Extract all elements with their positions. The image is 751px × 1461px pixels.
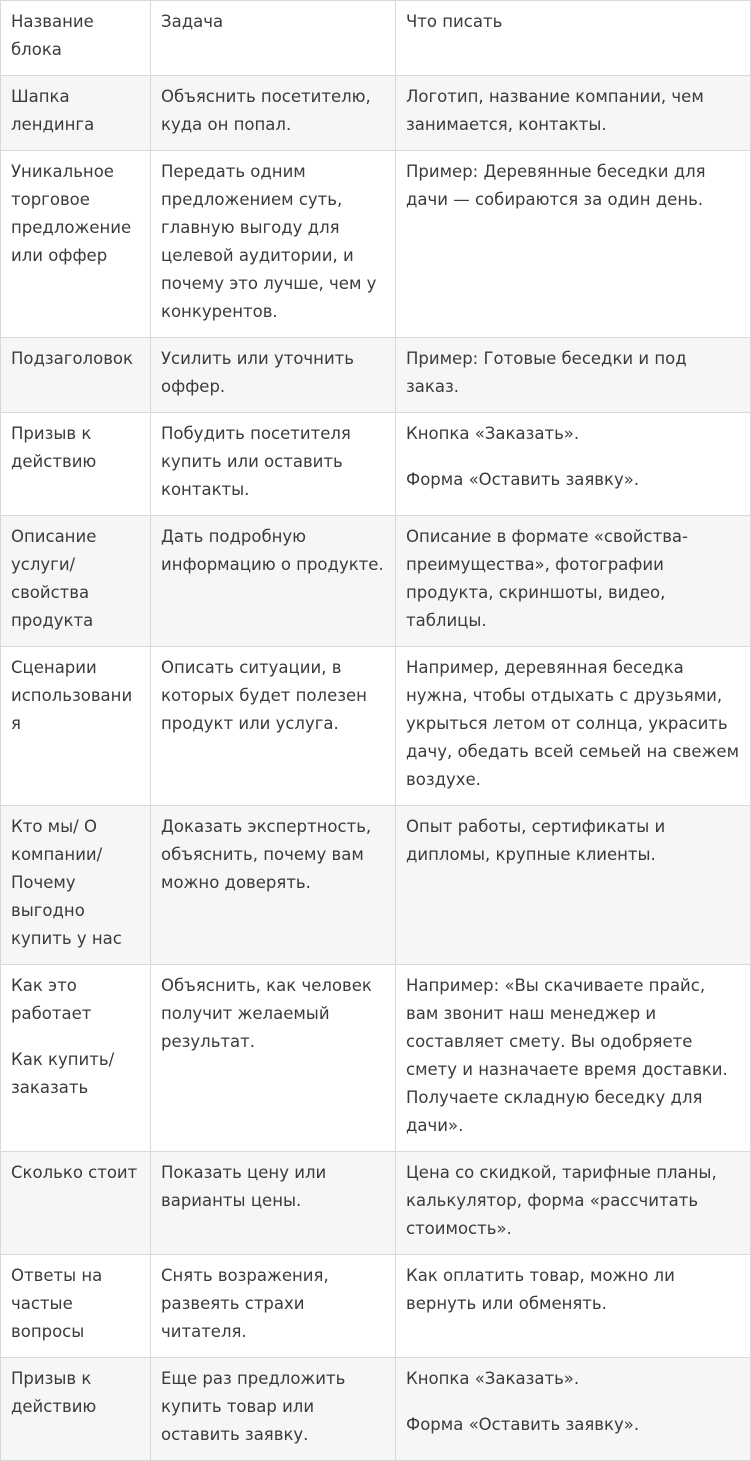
cell-text: Подзаголовок: [11, 349, 133, 368]
block-name-cell: [1, 965, 151, 1152]
content-cell: [396, 413, 751, 516]
header-label: Что писать: [406, 12, 503, 31]
content-cell: [396, 338, 751, 413]
cell-text: Логотип, название компании, чем занимается, контакты.: [406, 87, 704, 134]
cell-text: Кнопка «Заказать».: [406, 1369, 580, 1388]
content-cell: [396, 806, 751, 965]
header-label: Название блока: [11, 12, 94, 59]
table-header-row: [1, 1, 751, 76]
cell-text: Форма «Оставить заявку».: [406, 1415, 640, 1434]
block-name-cell: [1, 1255, 151, 1358]
table-row: [1, 806, 751, 965]
cell-text: Сценарии использования: [11, 658, 133, 733]
cell-text: Например, деревянная беседка нужна, чтобы отдыхать с друзьями, укрыться летом от солнца, украсить дачу, обедать всей семьей на свежем воздухе.: [406, 658, 740, 789]
task-cell: [151, 965, 396, 1152]
table-row: [1, 338, 751, 413]
task-cell: [151, 1358, 396, 1461]
block-name-cell: [1, 76, 151, 151]
content-cell: [396, 647, 751, 806]
task-cell: [151, 647, 396, 806]
cell-text: Кнопка «Заказать».: [406, 424, 580, 443]
cell-text: Цена со скидкой, тарифные планы, калькулятор, форма «рассчитать стоимость».: [406, 1163, 717, 1238]
table-row: [1, 76, 751, 151]
table-row: [1, 965, 751, 1152]
task-cell: [151, 1152, 396, 1255]
cell-text: Кто мы/ О компании/ Почему выгодно купить у нас: [11, 817, 122, 948]
block-name-cell: [1, 806, 151, 965]
cell-text: Как оплатить товар, можно ли вернуть или обменять.: [406, 1266, 675, 1313]
cell-text: Усилить или уточнить оффер.: [161, 349, 355, 396]
task-cell: [151, 76, 396, 151]
table-row: [1, 413, 751, 516]
content-cell: [396, 1358, 751, 1461]
task-cell: [151, 1255, 396, 1358]
cell-text: Еще раз предложить купить товар или оставить заявку.: [161, 1369, 346, 1444]
cell-text: Шапка лендинга: [11, 87, 95, 134]
task-cell: [151, 516, 396, 647]
cell-text: Как купить/ заказать: [11, 1050, 115, 1097]
header-label: Задача: [161, 12, 224, 31]
cell-text: Описание в формате «свойства-преимущества», фотографии продукта, скриншоты, видео, таблицы.: [406, 527, 688, 630]
header-cell: [1, 1, 151, 76]
task-cell: [151, 413, 396, 516]
table-row: [1, 1358, 751, 1461]
block-name-cell: [1, 338, 151, 413]
table-row: [1, 647, 751, 806]
cell-text: Побудить посетителя купить или оставить контакты.: [161, 424, 351, 499]
block-name-cell: [1, 516, 151, 647]
block-name-cell: [1, 1358, 151, 1461]
content-cell: [396, 965, 751, 1152]
table-row: [1, 1152, 751, 1255]
cell-text: Описание услуги/ свойства продукта: [11, 527, 97, 630]
table-row: [1, 151, 751, 338]
cell-text: Ответы на частые вопросы: [11, 1266, 103, 1341]
content-cell: [396, 1255, 751, 1358]
cell-text: Пример: Деревянные беседки для дачи — собираются за один день.: [406, 162, 706, 209]
cell-text: Пример: Готовые беседки и под заказ.: [406, 349, 687, 396]
cell-text: Опыт работы, сертификаты и дипломы, крупные клиенты.: [406, 817, 666, 864]
cell-text: Как это работает: [11, 976, 92, 1023]
cell-text: Доказать экспертность, объяснить, почему вам можно доверять.: [161, 817, 372, 892]
cell-text: Сколько стоит: [11, 1163, 138, 1182]
task-cell: [151, 151, 396, 338]
cell-text: Снять возражения, развеять страхи читателя.: [161, 1266, 329, 1341]
cell-text: Показать цену или варианты цены.: [161, 1163, 327, 1210]
block-name-cell: [1, 647, 151, 806]
block-name-cell: [1, 413, 151, 516]
block-name-cell: [1, 1152, 151, 1255]
cell-text: Например: «Вы скачиваете прайс, вам звонит наш менеджер и составляет смету. Вы одобряете смету и назначаете время доставки. Получаете складную беседку для дачи».: [406, 976, 728, 1135]
table-row: [1, 516, 751, 647]
cell-text: Призыв к действию: [11, 1369, 97, 1416]
cell-text: Дать подробную информацию о продукте.: [161, 527, 384, 574]
block-name-cell: [1, 151, 151, 338]
cell-text: Описать ситуации, в которых будет полезен продукт или услуга.: [161, 658, 367, 733]
task-cell: [151, 806, 396, 965]
cell-text: Объяснить, как человек получит желаемый результат.: [161, 976, 372, 1051]
cell-text: Форма «Оставить заявку».: [406, 470, 640, 489]
task-cell: [151, 338, 396, 413]
content-cell: [396, 516, 751, 647]
cell-text: Передать одним предложением суть, главную выгоду для целевой аудитории, и почему это лучше, чем у конкурентов.: [161, 162, 377, 321]
cell-text: Призыв к действию: [11, 424, 97, 471]
content-cell: [396, 76, 751, 151]
table-row: [1, 1255, 751, 1358]
content-cell: [396, 1152, 751, 1255]
header-cell: [396, 1, 751, 76]
cell-text: Объяснить посетителю, куда он попал.: [161, 87, 371, 134]
cell-text: Уникальное торговое предложение или оффер: [11, 162, 132, 265]
header-cell: [151, 1, 396, 76]
content-cell: [396, 151, 751, 338]
